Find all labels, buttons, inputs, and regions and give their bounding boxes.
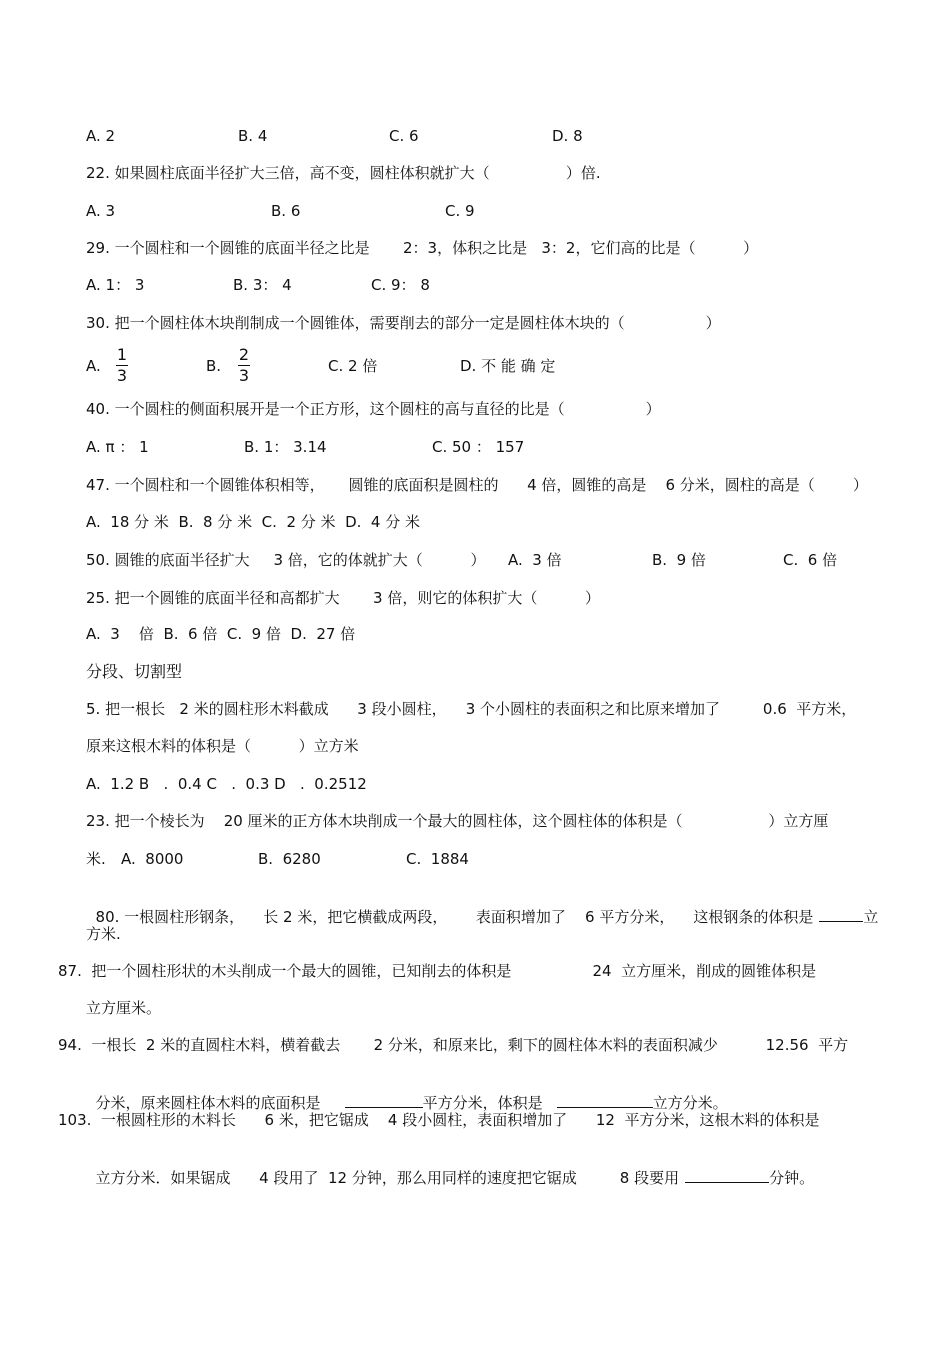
numerator: 1 [116, 345, 128, 364]
question-87: 87. 把一个圆柱形状的木头削成一个最大的圆锥，已知削去的体积是 24 立方厘米，削成的圆锥体积是 [58, 962, 817, 980]
option: B. 6280 [258, 850, 321, 868]
question-80 [86, 887, 878, 927]
option: C. 6 [389, 127, 419, 145]
unit-text: 立 [863, 908, 879, 926]
options-row: A. 18 分 米 B. 8 分 米 C. 2 分 米 D. 4 分 米 [86, 513, 420, 531]
option: C. 1884 [406, 850, 469, 868]
fraction-one-third [116, 346, 128, 385]
answer-blank-volume[interactable] [557, 1093, 653, 1108]
option: B. 1： 3.14 [244, 438, 327, 456]
question-94: 94. 一根长 2 米的直圆柱木料，横着截去 2 分米，和原来比，剩下的圆柱体木料的表面积减少 12.56 平方 [58, 1036, 849, 1054]
option: C. 6 倍 [783, 551, 838, 569]
option: A. 1： 3 [86, 276, 145, 294]
option: B. 6 [271, 202, 301, 220]
question-30: 30. 把一个圆柱体木块削制成一个圆锥体，需要削去的部分一定是圆柱体木块的（ ） [86, 314, 721, 332]
answer-blank-base-area[interactable] [345, 1093, 423, 1108]
option: A. π ： 1 [86, 438, 149, 456]
question-50: 50. 圆锥的底面半径扩大 3 倍，它的体就扩大（ ） [86, 551, 486, 569]
question-5: 5. 把一根长 2 米的圆柱形木料截成 3 段小圆柱， 3 个小圆柱的表面积之和比原来增加了 0.6 平方米， [86, 700, 857, 718]
options-row: A. 3 倍 B. 6 倍 C. 9 倍 D. 27 倍 [86, 625, 356, 643]
option: C. 2 倍 [328, 357, 378, 375]
answer-blank-minutes[interactable] [685, 1168, 769, 1183]
question-94-text: 分米，原来圆柱体木料的底面积是 [95, 1094, 321, 1112]
option: B. 3： 4 [233, 276, 292, 294]
option: C. 9 [445, 202, 475, 220]
unit-text: 平方分米，体积是 [422, 1094, 543, 1112]
denominator: 3 [238, 366, 250, 385]
question-47: 47. 一个圆柱和一个圆锥体积相等， 圆锥的底面积是圆柱的 4 倍，圆锥的高是 6 分米，圆柱的高是（ ） [86, 476, 868, 494]
question-103: 103. 一根圆柱形的木料长 6 米，把它锯成 4 段小圆柱，表面积增加了 12 平方分米，这根木料的体积是 [58, 1111, 820, 1129]
question-29: 29. 一个圆柱和一个圆锥的底面半径之比是 2：3，体积之比是 3：2，它们高的比是（ ） [86, 239, 759, 257]
question-94-cont [86, 1073, 728, 1113]
question-103-cont [86, 1148, 814, 1188]
question-22: 22. 如果圆柱底面半径扩大三倍，高不变，圆柱体积就扩大（ ）倍. [86, 164, 601, 182]
option: B. 4 [238, 127, 268, 145]
section-heading: 分段、切割型 [86, 662, 183, 681]
options-row: A. 1.2 B . 0.4 C . 0.3 D . 0.2512 [86, 775, 367, 793]
question-25: 25. 把一个圆锥的底面半径和高都扩大 3 倍，则它的体积扩大（ ） [86, 589, 600, 607]
fraction-two-thirds [238, 346, 250, 385]
option: A. 2 [86, 127, 116, 145]
option: D. 8 [552, 127, 583, 145]
unit-text: 分钟。 [769, 1169, 815, 1187]
question-87-cont: 立方厘米。 [86, 999, 162, 1017]
option: B. 9 倍 [652, 551, 706, 569]
option: A. 8000 [121, 850, 184, 868]
denominator: 3 [116, 366, 128, 385]
question-23: 23. 把一个棱长为 20 厘米的正方体木块削成一个最大的圆柱体，这个圆柱体的体积是（ ）立方厘 [86, 812, 829, 830]
numerator: 2 [238, 345, 250, 364]
option: C. 9： 8 [371, 276, 430, 294]
answer-blank[interactable] [819, 907, 863, 922]
question-80-cont: 方米. [86, 925, 121, 943]
option-label: B. [206, 357, 222, 375]
option: A. 3 倍 [508, 551, 562, 569]
question-23-cont: 米. [86, 850, 106, 868]
option: C. 50 ： 157 [432, 438, 525, 456]
question-40: 40. 一个圆柱的侧面积展开是一个正方形，这个圆柱的高与直径的比是（ ） [86, 400, 661, 418]
option-label: A. [86, 357, 101, 375]
option: D. 不 能 确 定 [460, 357, 556, 375]
question-5-cont: 原来这根木料的体积是（ ）立方米 [86, 737, 359, 755]
question-103-text: 立方分米．如果锯成 4 段用了 12 分钟，那么用同样的速度把它锯成 8 段要用 [95, 1169, 680, 1187]
option: A. 3 [86, 202, 116, 220]
question-80-text: 80. 一根圆柱形钢条， 长 2 米，把它横截成两段， 表面积增加了 6 平方分米， 这根钢条的体积是 [95, 908, 814, 926]
unit-text: 立方分米。 [652, 1094, 728, 1112]
